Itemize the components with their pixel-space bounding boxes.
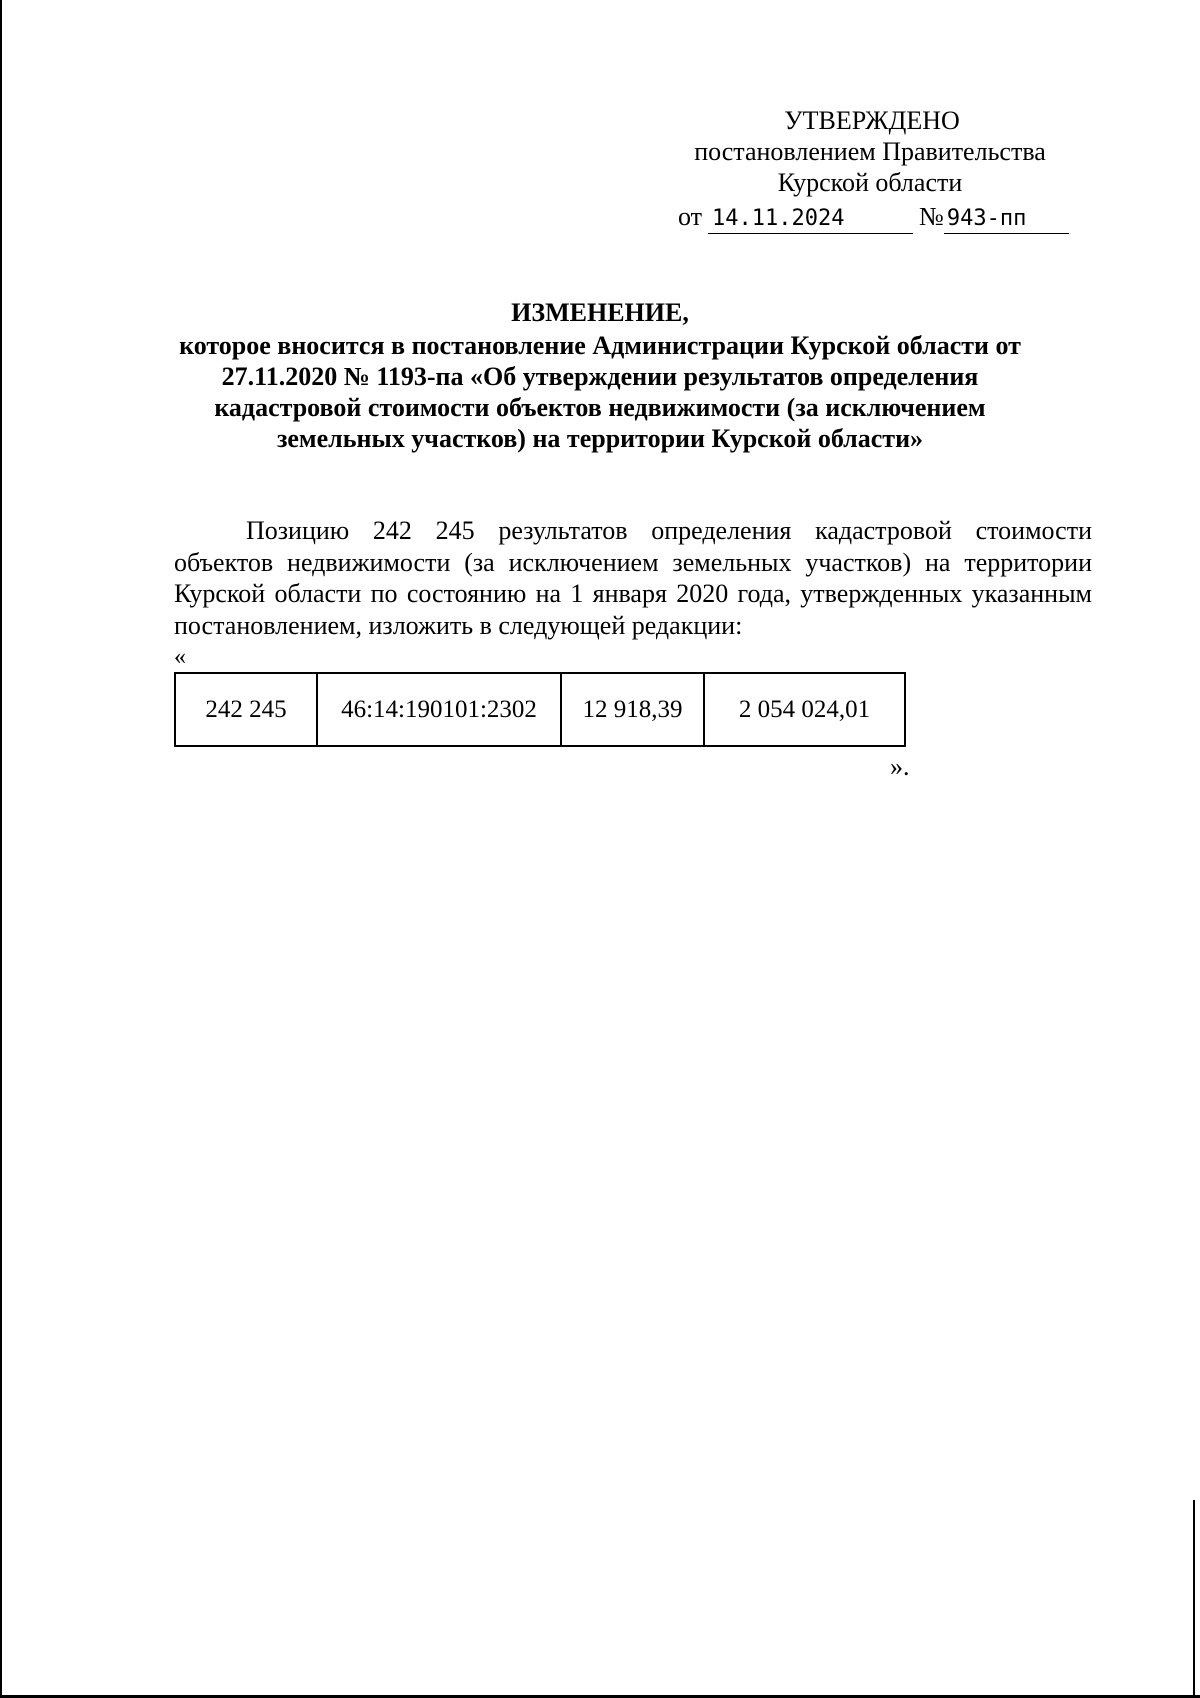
data-table: [174, 672, 906, 747]
close-quote: ».: [890, 752, 910, 781]
approval-date-line: [678, 201, 1069, 234]
date-prefix: от: [678, 202, 703, 231]
document-title: [150, 297, 1050, 454]
number-value: 943-пп: [944, 205, 1069, 234]
table-row: [175, 673, 905, 746]
approval-line-1: постановлением Правительства: [694, 137, 1046, 166]
date-value: 14.11.2024: [708, 205, 913, 234]
title-line-4: земельных участков) на территории Курской области»: [276, 424, 924, 453]
approval-stamp: [660, 105, 1080, 198]
table-cell-cadastral-number: 46:14:190101:2302: [317, 673, 561, 746]
approval-line-2: Курской области: [777, 168, 963, 197]
approval-heading: УТВЕРЖДЕНО: [784, 106, 960, 135]
scan-edge-left: [0, 0, 2, 1698]
open-quote: «: [174, 644, 186, 670]
title-line-3: кадастровой стоимости объектов недвижимости (за исключением: [214, 393, 986, 422]
table-cell-area: 12 918,39: [561, 673, 704, 746]
title-line-2: 27.11.2020 № 1193-па «Об утверждении результатов определения: [221, 362, 979, 391]
table-cell-cadastral-value: 2 054 024,01: [704, 673, 905, 746]
table-cell-position: 242 245: [175, 673, 317, 746]
scan-edge-right: [1193, 1500, 1195, 1698]
number-prefix: №: [919, 202, 944, 231]
title-main: ИЗМЕНЕНИЕ,: [511, 298, 689, 327]
title-line-1: которое вносится в постановление Администрации Курской области от: [179, 331, 1021, 360]
body-paragraph: Позицию 242 245 результатов определения кадастровой стоимости объектов недвижимости (за исключением земельных участков) на территории Курской области по состоянию на 1 января 2020 года, утвержденных указанным постановлением, изложить в следующей редакции:: [174, 516, 1092, 640]
